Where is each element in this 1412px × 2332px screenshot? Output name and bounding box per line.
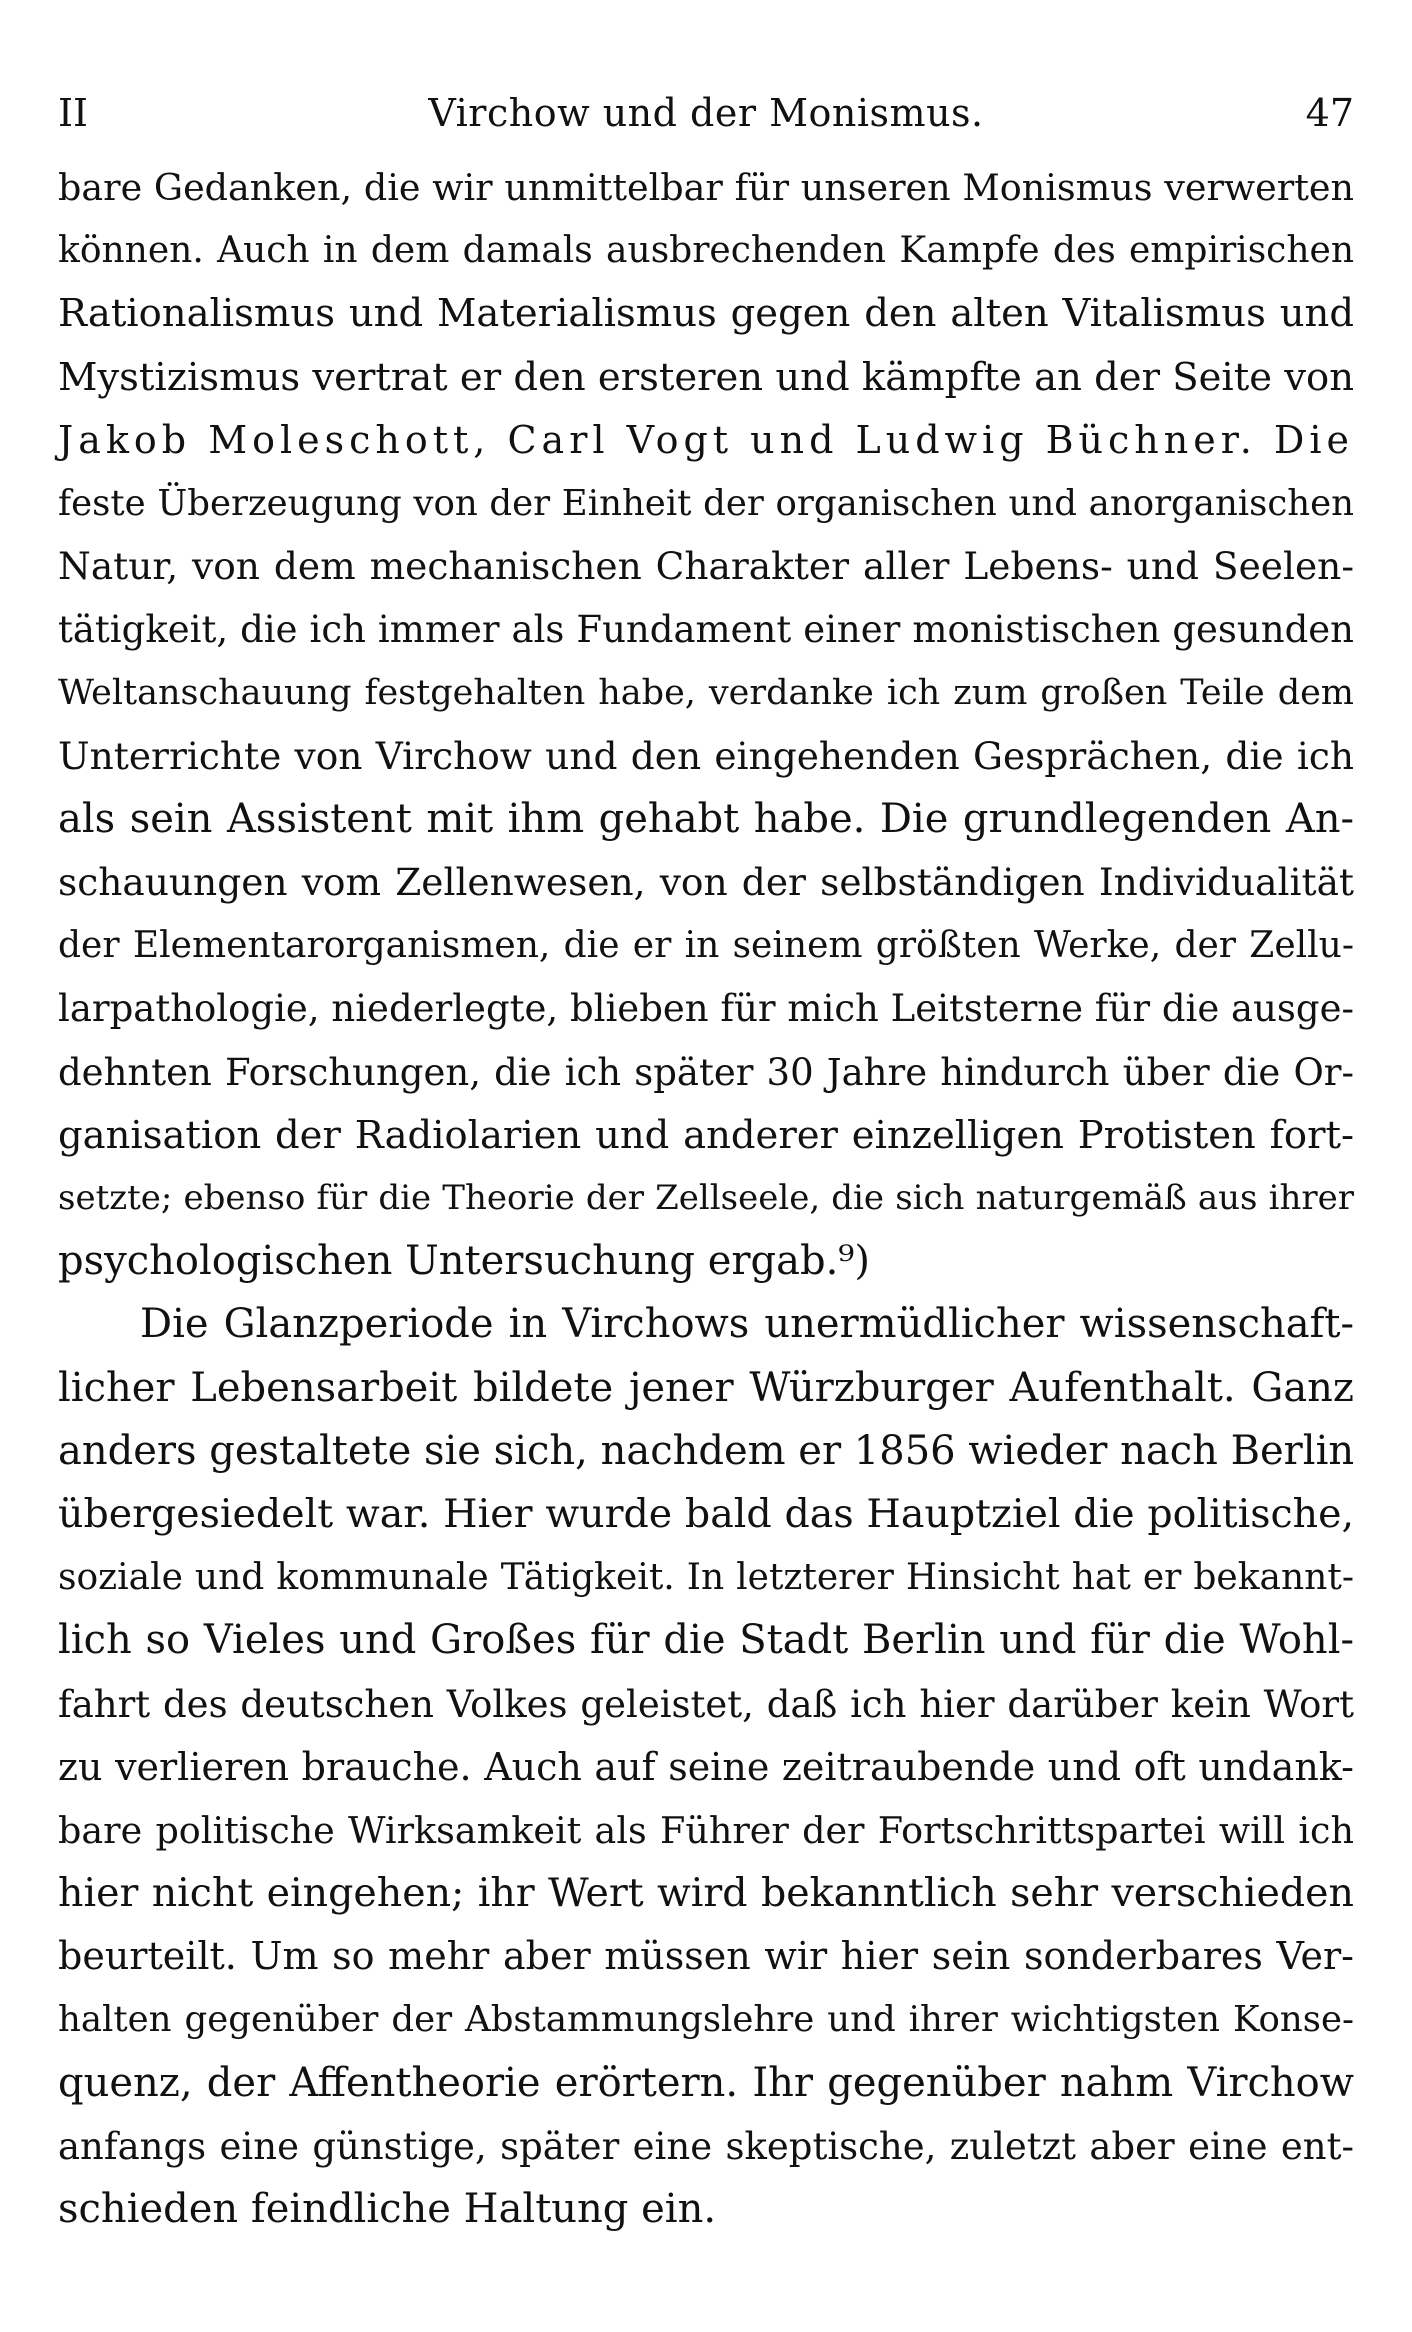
text-line: Weltanschauung festgehalten habe, verdanke ich zum großen Teile dem	[58, 672, 1354, 713]
text-line: schauungen vom Zellenwesen, von der selbständigen Individualität	[58, 860, 1354, 905]
text-line: larpathologie, niederlegte, blieben für mich Leitsterne für die ausge-	[58, 987, 1354, 1031]
text-line: Unterrichte von Virchow und den eingehenden Gesprächen, die ich	[58, 733, 1354, 778]
book-page	[58, 78, 1354, 2298]
section-number: II	[58, 91, 89, 135]
text-line: können. Auch in dem damals ausbrechenden Kampfe des empirischen	[58, 230, 1354, 272]
text-line: fahrt des deutschen Volkes geleistet, daß ich hier darüber kein Wort	[58, 1682, 1354, 1726]
text-line: Natur, von dem mechanischen Charakter aller Lebens- und Seelen-	[58, 544, 1354, 589]
text-line: halten gegenüber der Abstammungslehre und ihrer wichtigsten Konse-	[58, 1999, 1354, 2041]
text-line: als sein Assistent mit ihm gehabt habe. Die grundlegenden An-	[58, 795, 1354, 842]
running-title: Virchow und der Monismus.	[428, 91, 984, 135]
text-line: feste Überzeugung von der Einheit der organischen und anorganischen	[58, 482, 1354, 524]
text-line: dehnten Forschungen, die ich später 30 Jahre hindurch über die Or-	[58, 1050, 1354, 1094]
page-header	[58, 78, 1354, 148]
text-line: setzte; ebenso für die Theorie der Zellseele, die sich naturgemäß aus ihrer	[58, 1178, 1354, 1218]
text-line: soziale und kommunale Tätigkeit. In letzterer Hinsicht hat er bekannt-	[58, 1557, 1354, 1599]
page-number: 47	[1305, 91, 1354, 135]
text-line: hier nicht eingehen; ihr Wert wird bekanntlich sehr verschieden	[58, 1870, 1354, 1917]
text-line: anfangs eine günstige, später eine skeptische, zuletzt aber eine ent-	[58, 2124, 1354, 2168]
text-line: psychologischen Untersuchung ergab.⁹)	[58, 1238, 870, 1285]
text-line: Mystizismus vertrat er den ersteren und kämpfte an der Seite von	[58, 354, 1354, 400]
text-line: tätigkeit, die ich immer als Fundament einer monistischen gesunden	[58, 608, 1354, 652]
text-line: bare Gedanken, die wir unmittelbar für unseren Monismus verwerten	[58, 166, 1354, 209]
text-line: Die Glanzperiode in Virchows unermüdlicher wissenschaft-	[140, 1301, 1354, 1348]
text-line: bare politische Wirksamkeit als Führer der Fortschrittspartei will ich	[58, 1808, 1354, 1852]
text-line: ganisation der Radiolarien und anderer einzelligen Protisten fort-	[58, 1112, 1354, 1158]
page-body-text	[58, 156, 1354, 2241]
text-line: beurteilt. Um so mehr aber müssen wir hier sein sonderbares Ver-	[58, 1934, 1354, 1979]
text-line: übergesiedelt war. Hier wurde bald das Hauptziel die politische,	[58, 1490, 1354, 1537]
text-line: lich so Vieles und Großes für die Stadt Berlin und für die Wohl-	[58, 1617, 1354, 1664]
text-line: quenz, der Affentheorie erörtern. Ihr gegenüber nahm Virchow	[58, 2059, 1354, 2106]
text-line: Rationalismus und Materialismus gegen den alten Vitalismus und	[58, 291, 1354, 337]
text-line: Jakob Moleschott, Carl Vogt und Ludwig Büchner. Die	[58, 417, 1354, 462]
text-line: zu verlieren brauche. Auch auf seine zeitraubende und oft undank-	[58, 1744, 1354, 1789]
text-line: licher Lebensarbeit bildete jener Würzburger Aufenthalt. Ganz	[58, 1364, 1354, 1411]
text-line: der Elementarorganismen, die er in seinem größten Werke, der Zellu-	[58, 925, 1354, 967]
text-line: schieden feindliche Haltung ein.	[58, 2186, 717, 2232]
text-line: anders gestaltete sie sich, nachdem er 1856 wieder nach Berlin	[58, 1427, 1355, 1474]
